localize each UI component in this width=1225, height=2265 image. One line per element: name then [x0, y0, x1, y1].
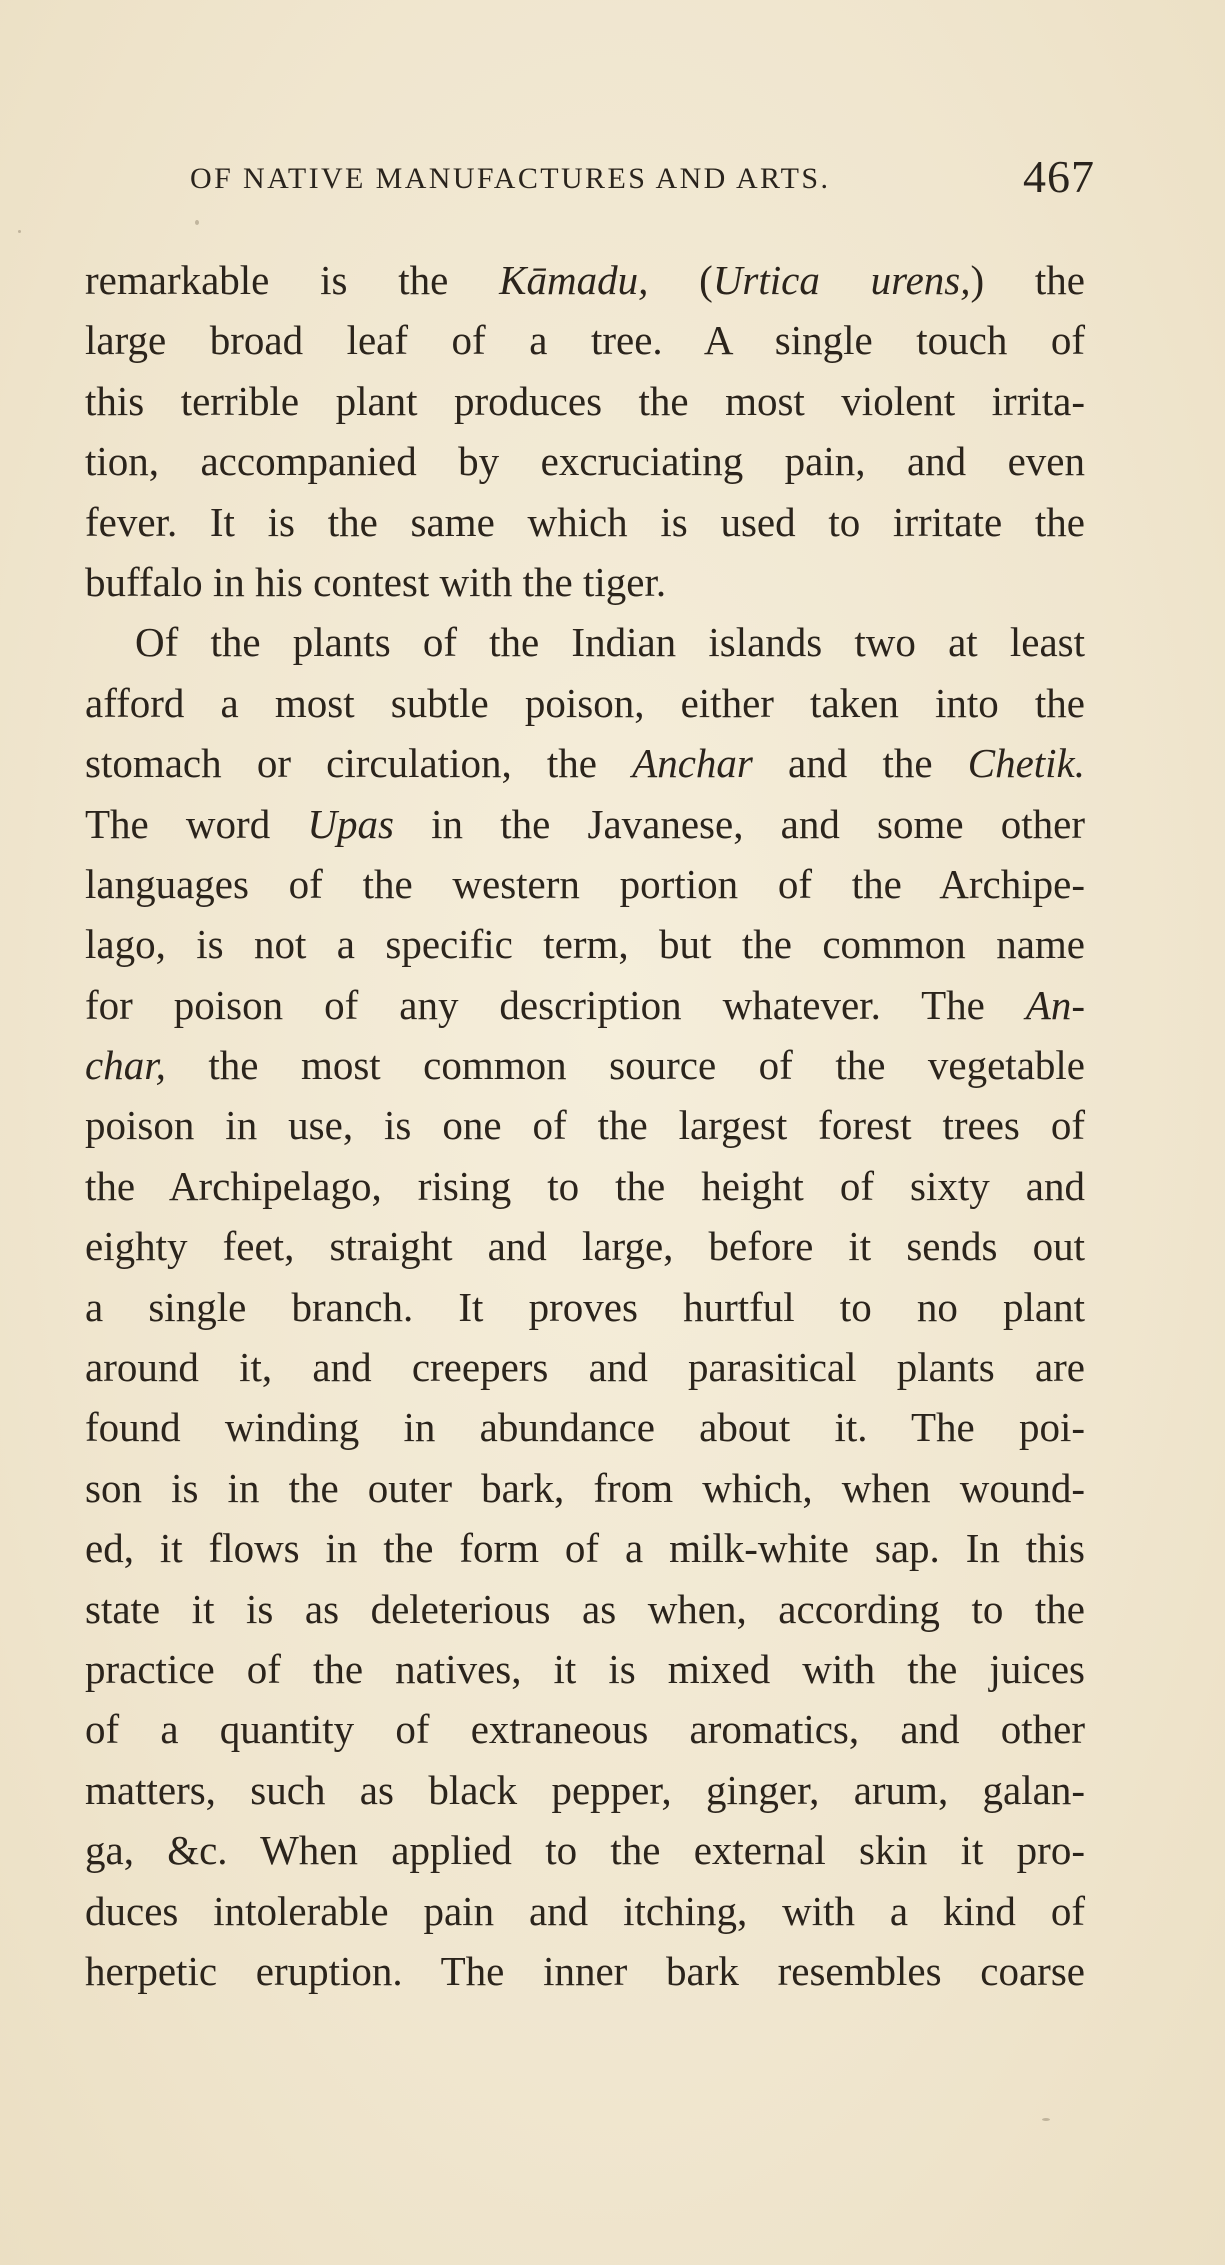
text-line: tion, accompanied by excruciating pain, and even — [85, 438, 1085, 485]
text-line: lago, is not a specific term, but the common name — [85, 921, 1085, 968]
text-line: duces intolerable pain and itching, with a kind of — [85, 1887, 1085, 1934]
text-line: char, the most common source of the vegetable — [85, 1042, 1085, 1089]
paper-speck — [195, 220, 199, 225]
paper-speck — [1042, 2118, 1050, 2121]
running-head: OF NATIVE MANUFACTURES AND ARTS. — [190, 162, 831, 195]
paragraph-start-line: Of the plants of the Indian islands two at least — [135, 619, 1085, 666]
text-line: around it, and creepers and parasitical plants are — [85, 1344, 1085, 1391]
page-number: 467 — [1023, 151, 1095, 202]
body-text — [85, 250, 1085, 2001]
text-line: languages of the western portion of the Archipe- — [85, 860, 1085, 907]
text-line: found winding in abundance about it. The poi- — [85, 1404, 1085, 1451]
text-line: son is in the outer bark, from which, when wound- — [85, 1464, 1085, 1511]
text-line: state it is as deleterious as when, according to the — [85, 1585, 1085, 1632]
text-line: herpetic eruption. The inner bark resembles coarse — [85, 1947, 1085, 1994]
text-line: the Archipelago, rising to the height of sixty and — [85, 1162, 1085, 1209]
paper-speck — [18, 230, 21, 233]
text-line: of a quantity of extraneous aromatics, and other — [85, 1706, 1085, 1753]
text-line: ed, it flows in the form of a milk-white sap. In this — [85, 1525, 1085, 1572]
text-line: buffalo in his contest with the tiger. — [85, 558, 667, 605]
text-line: eighty feet, straight and large, before it sends out — [85, 1223, 1085, 1270]
text-line: ga, &c. When applied to the external skin it pro- — [85, 1827, 1085, 1874]
text-line: large broad leaf of a tree. A single touch of — [85, 317, 1085, 364]
page-header — [190, 150, 1095, 210]
text-line: for poison of any description whatever. The An- — [85, 981, 1085, 1028]
text-line: practice of the natives, it is mixed with the juices — [85, 1645, 1085, 1692]
text-line: fever. It is the same which is used to irritate the — [85, 498, 1085, 545]
text-line: remarkable is the Kāmadu, (Urtica urens,) the — [85, 257, 1086, 303]
text-line: afford a most subtle poison, either taken into the — [85, 679, 1085, 726]
text-line: a single branch. It proves hurtful to no plant — [85, 1283, 1085, 1330]
text-line: The word Upas in the Javanese, and some other — [85, 800, 1085, 847]
text-line: matters, such as black pepper, ginger, arum, galan- — [85, 1766, 1085, 1813]
text-line: poison in use, is one of the largest forest trees of — [85, 1102, 1085, 1149]
text-line: stomach or circulation, the Anchar and the Chetik. — [85, 740, 1085, 787]
text-line: this terrible plant produces the most violent irrita- — [85, 377, 1085, 424]
